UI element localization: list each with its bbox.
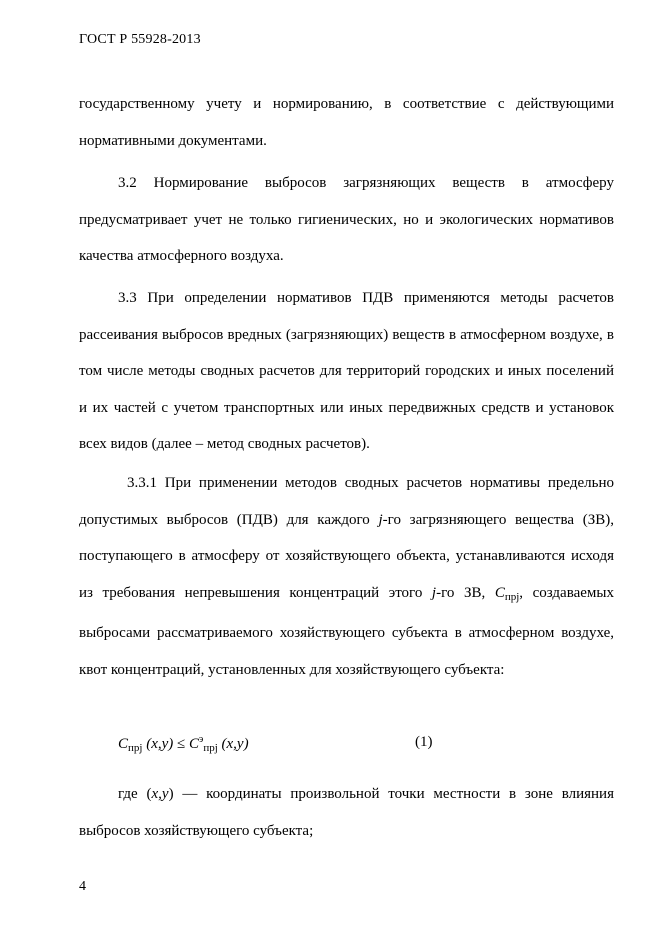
paragraph-continuation: государственному учету и нормированию, в соответствие с действующими нормативными документами. [79, 96, 614, 149]
paragraph-where [79, 776, 614, 849]
p4-text-1: 3.3.1 При применении методов сводных расчетов нормативы предельно допустимых выбросов (ПДВ) для каждого [79, 475, 614, 528]
p5-text-1: где ( [118, 786, 152, 802]
paragraph-3-3: 3.3 При определении нормативов ПДВ применяются методы расчетов рассеивания выбросов вредных (загрязняющих) веществ в атмосферном воздухе, в том числе методы сводных расчетов для территорий городских и иных поселений и их частей с учетом транспортных или иных передвижных средств и установок всех видов (далее – метод сводных расчетов). [79, 290, 614, 452]
formula-rhs-symbol: C [189, 736, 200, 752]
p4-text-3: -го ЗВ, [436, 584, 495, 601]
formula-1 [118, 734, 249, 754]
c-symbol: C [494, 584, 505, 601]
formula-lhs-symbol: C [118, 736, 129, 752]
equation-number: (1) [415, 734, 433, 750]
formula-rhs-args: (x,y) [221, 736, 249, 752]
formula-rhs-sub: прj [203, 742, 218, 754]
xy-variable: x,y [151, 786, 169, 802]
j-variable: j [378, 511, 383, 528]
paragraph-3-3-1 [79, 465, 614, 688]
formula-lhs-args: (x,y) [146, 736, 174, 752]
p5-text-2: ) — координаты произвольной точки местности в зоне влияния выбросов хозяйствующего субъекта; [79, 786, 614, 839]
paragraph-3-2: 3.2 Нормирование выбросов загрязняющих веществ в атмосферу предусматривает учет не только гигиенических, но и экологических нормативов качества атмосферного воздуха. [79, 175, 614, 264]
p4-text-2: -го загрязняющего вещества (ЗВ), поступающего в атмосферу от хозяйствующего объекта, устанавливаются исходя из требования непревышения концентраций этого [79, 511, 615, 601]
formula-rhs-sup: э [199, 734, 204, 745]
formula-relation: ≤ [177, 736, 186, 752]
j-variable: j [431, 584, 437, 601]
p4-text-4: , создаваемых выбросами рассматриваемого хозяйствующего субъекта в атмосферном воздухе, квот концентраций, установленных для хозяйствующего субъекта: [79, 584, 614, 678]
formula-lhs-sub: прj [128, 742, 143, 754]
c-subscript: прj [504, 590, 520, 603]
page-number: 4 [79, 879, 86, 894]
document-code-header: ГОСТ Р 55928-2013 [79, 32, 201, 47]
